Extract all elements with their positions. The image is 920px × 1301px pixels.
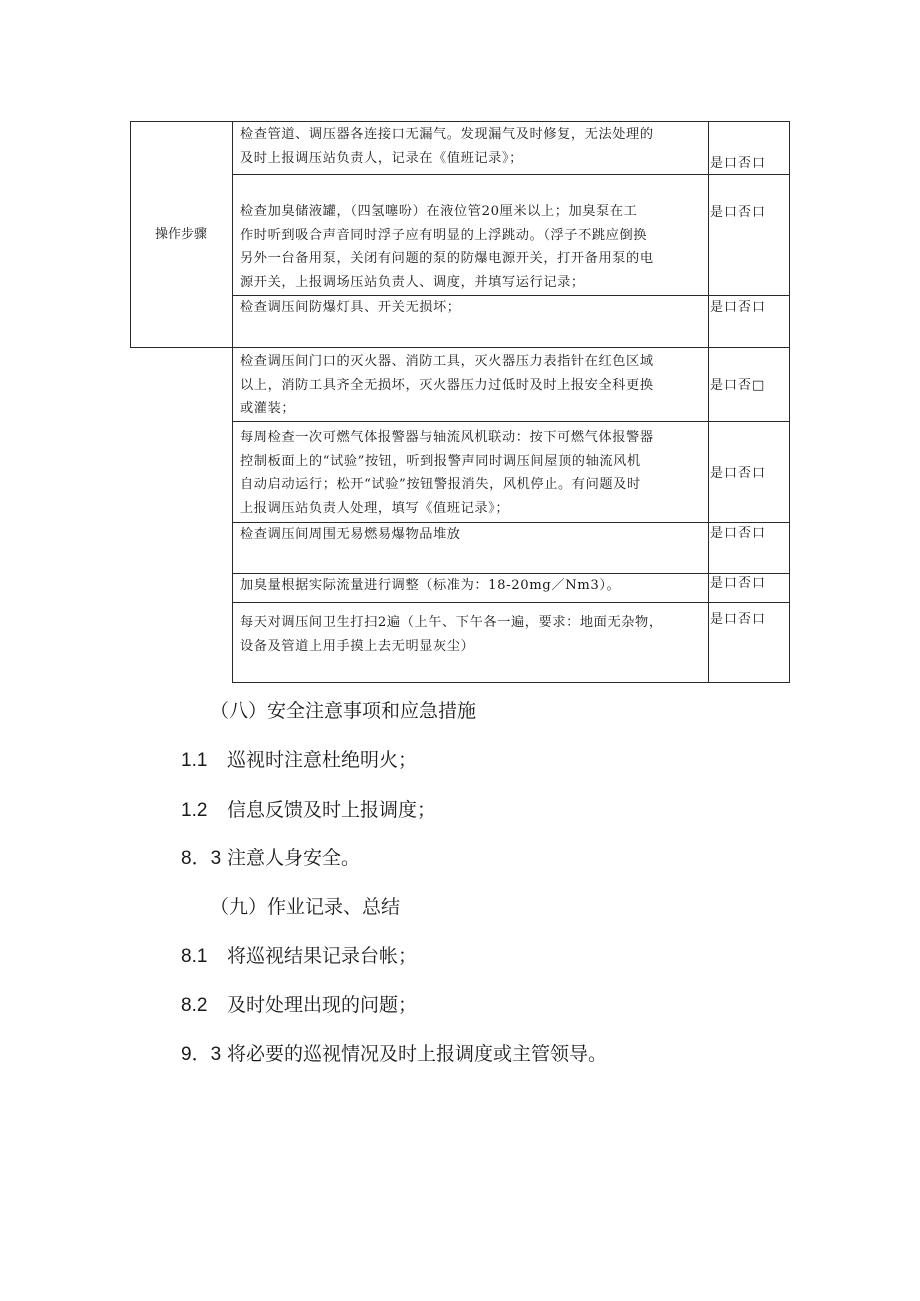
inspection-checklist-table — [130, 121, 790, 683]
paragraph-text: （八）安全注意事项和应急措施 — [210, 701, 477, 722]
section-heading-safety — [210, 700, 476, 724]
item-line: 作时听到吸合声音同时浮子应有明显的上浮跳动。（浮子不跳应倒换 — [240, 227, 648, 243]
list-number: 1.2 — [181, 800, 208, 821]
paragraph-text: 将必要的巡视情况及时上报调度或主管领导。 — [227, 1044, 608, 1065]
checklist-item — [240, 574, 710, 598]
item-line: 以上，消防工具齐全无损坏，灭火器压力过低时及时上报安全科更换 — [240, 377, 654, 393]
paragraph-text: （九）作业记录、总结 — [210, 897, 401, 918]
item-line: 检查加臭储液罐，（四氢噻吩）在液位管20厘米以上；加臭泵在工 — [240, 204, 638, 219]
checklist-item — [240, 296, 710, 320]
table-bottom-border — [232, 682, 790, 683]
list-number: 8．3 — [181, 848, 222, 869]
paragraph-text: 巡视时注意杜绝明火； — [227, 750, 418, 771]
section-heading-records — [210, 896, 400, 920]
item-line: 另外一台备用泵，关闭有问题的泵的防爆电源开关，打开备用泵的电 — [240, 251, 654, 266]
list-item — [181, 994, 417, 1018]
checklist-item — [240, 350, 710, 421]
yes-no-checkbox[interactable]: 是口否口 — [710, 156, 767, 171]
list-item — [181, 1043, 607, 1067]
row-divider — [232, 602, 790, 603]
yes-no-checkbox[interactable]: 是口否口 — [710, 300, 767, 315]
label-column-divider — [232, 121, 233, 683]
item-line: 上报调压站负责人处理，填写《值班记录》； — [240, 500, 510, 516]
item-line: 检查调压间周围无易燃易爆物品堆放 — [240, 527, 461, 542]
list-number: 8.2 — [181, 995, 208, 1016]
item-line: 设备及管道上用手摸上去无明显灰尘） — [240, 638, 475, 654]
list-number: 1.1 — [181, 750, 208, 771]
paragraph-text: 注意人身安全。 — [227, 848, 361, 869]
item-line: 源开关，上报调场压站负责人、调度，并填写运行记录； — [240, 274, 585, 290]
checklist-item — [240, 123, 710, 170]
yes-no-checkbox[interactable]: 是口否口 — [710, 526, 767, 541]
list-item — [181, 847, 360, 871]
item-line: 每天对调压间卫生打扫2遍（上午、下午各一遍，要求：地面无杂物， — [240, 615, 663, 630]
section-divider — [130, 347, 790, 348]
item-line: 及时上报调压站负责人，记录在《值班记录》； — [240, 150, 523, 166]
table-top-border — [130, 121, 790, 122]
item-line: 检查调压间防爆灯具、开关无损坏； — [240, 300, 461, 315]
item-line: 检查调压间门口的灭火器、消防工具，灭火器压力表指针在红色区域 — [240, 354, 654, 369]
list-item — [181, 799, 436, 823]
row-divider — [232, 421, 790, 422]
list-number: 8.1 — [181, 946, 208, 967]
yes-no-checkbox[interactable]: 是口否口 — [710, 612, 767, 627]
yes-no-checkbox[interactable]: 是口否口 — [710, 576, 767, 591]
paragraph-text: 及时处理出现的问题； — [227, 995, 418, 1016]
paragraph-text: 将巡视结果记录台帐； — [227, 946, 418, 967]
yes-no-checkbox[interactable]: 是口否□ — [710, 378, 766, 393]
checklist-item — [240, 523, 710, 547]
item-line: 或灌装； — [240, 401, 296, 416]
checklist-item — [240, 200, 710, 294]
item-line: 检查管道、调压器各连接口无漏气。发现漏气及时修复，无法处理的 — [240, 127, 654, 142]
item-line: 每周检查一次可燃气体报警器与轴流风机联动：按下可燃气体报警器 — [240, 430, 654, 445]
list-item — [181, 945, 417, 969]
checklist-item — [240, 426, 710, 520]
item-line: 加臭量根据实际流量进行调整（标准为：18-20mg／Nm3）。 — [240, 578, 621, 593]
yes-no-checkbox[interactable]: 是口否口 — [710, 466, 767, 481]
item-line: 自动启动运行；松开“试验”按钮警报消失，风机停止。有问题及时 — [240, 477, 641, 492]
section-label-operation-steps: 操作步骤 — [154, 227, 207, 242]
list-item — [181, 749, 417, 773]
yes-no-checkbox[interactable]: 是口否口 — [710, 205, 767, 220]
row-divider — [232, 174, 790, 175]
paragraph-text: 信息反馈及时上报调度； — [227, 800, 437, 821]
checklist-item — [240, 611, 710, 658]
list-number: 9．3 — [181, 1044, 222, 1065]
item-line: 控制板面上的“试验”按钮，听到报警声同时调压间屋顶的轴流风机 — [240, 453, 641, 469]
